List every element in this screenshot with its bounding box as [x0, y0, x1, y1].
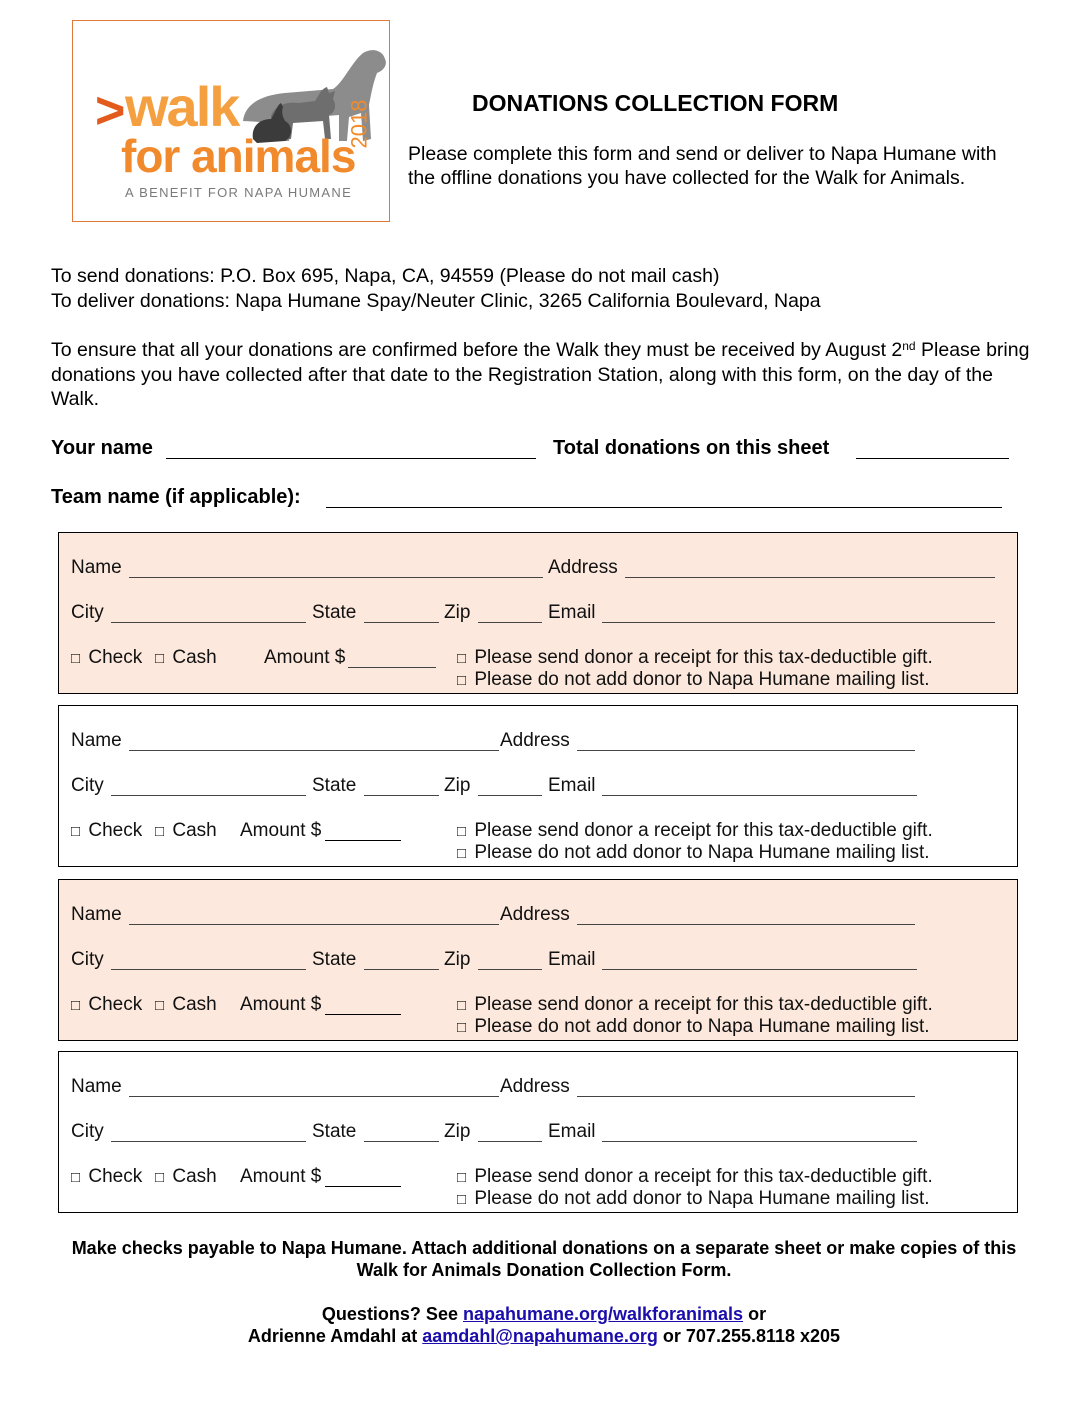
checkbox-icon[interactable]: □: [457, 650, 467, 667]
zip-label: Zip: [444, 949, 471, 970]
payable-note: [0, 1237, 1088, 1281]
city-label: City: [71, 1121, 104, 1142]
receipt-option[interactable]: [457, 1166, 933, 1188]
donor-email-field[interactable]: [602, 622, 995, 623]
donor-name-field[interactable]: [129, 577, 543, 578]
address-label: Address: [548, 557, 618, 578]
mailing-label: Please do not add donor to Napa Humane mailing list.: [474, 669, 930, 690]
logo-benefit-text: A BENEFIT FOR NAPA HUMANE: [125, 185, 353, 200]
checkbox-icon[interactable]: □: [155, 650, 165, 667]
check-option[interactable]: [71, 1166, 142, 1188]
zip-label: Zip: [444, 775, 471, 796]
cash-option[interactable]: [155, 994, 217, 1016]
checkbox-icon[interactable]: □: [71, 1169, 81, 1186]
donor-state-field[interactable]: [364, 622, 439, 623]
name-label: Name: [71, 904, 122, 925]
email-label: Email: [548, 602, 596, 623]
donor-city-field[interactable]: [111, 795, 306, 796]
deadline-text-2: Please bring donations you have collected after that date to the Registration Station, along with this form, on the day of the Walk.: [51, 339, 1030, 410]
address-label: Address: [500, 904, 570, 925]
checkbox-icon[interactable]: □: [71, 650, 81, 667]
logo-year: 2018: [346, 99, 372, 149]
city-label: City: [71, 775, 104, 796]
state-label: State: [312, 602, 357, 623]
receipt-option[interactable]: [457, 820, 933, 842]
your-name-field[interactable]: [166, 458, 536, 459]
cash-label: Cash: [172, 820, 217, 841]
zip-label: Zip: [444, 602, 471, 623]
deadline-text: To ensure that all your donations are confirmed before the Walk they must be received by August 2: [51, 339, 903, 361]
mailing-label: Please do not add donor to Napa Humane mailing list.: [474, 842, 930, 863]
donor-city-field[interactable]: [111, 1141, 306, 1142]
amount-label: Amount $: [240, 820, 322, 841]
email-label: Email: [548, 1121, 596, 1142]
send-donations-line: To send donations: P.O. Box 695, Napa, CA, 94559 (Please do not mail cash): [51, 265, 720, 287]
donor-state-field[interactable]: [364, 969, 439, 970]
amount-label: Amount $: [240, 994, 322, 1015]
donor-email-field[interactable]: [602, 795, 917, 796]
your-name-label: Your name: [51, 437, 153, 459]
intro-text: Please complete this form and send or deliver to Napa Humane with the offline donations you have collected for the Walk for Animals.: [408, 143, 997, 189]
donor-address-field[interactable]: [577, 1096, 915, 1097]
receipt-label: Please send donor a receipt for this tax-deductible gift.: [474, 820, 933, 841]
check-label: Check: [88, 994, 143, 1015]
receipt-label: Please send donor a receipt for this tax-deductible gift.: [474, 994, 933, 1015]
mailing-label: Please do not add donor to Napa Humane mailing list.: [474, 1188, 930, 1209]
donor-email-field[interactable]: [602, 969, 917, 970]
walk-for-animals-link[interactable]: napahumane.org/walkforanimals: [462, 1304, 744, 1324]
receipt-option[interactable]: [457, 647, 933, 669]
phone-text: or 707.255.8118 x205: [662, 1326, 841, 1346]
checkbox-icon[interactable]: □: [457, 1191, 467, 1208]
state-label: State: [312, 1121, 357, 1142]
email-label: Email: [548, 949, 596, 970]
deliver-donations-line: To deliver donations: Napa Humane Spay/Neuter Clinic, 3265 California Boulevard, Napa: [51, 290, 821, 312]
donor-entry-4: [58, 1051, 1018, 1213]
donor-zip-field[interactable]: [478, 622, 542, 623]
questions-line: [0, 1303, 1088, 1325]
mailing-option[interactable]: [457, 669, 930, 691]
logo-chevron: >: [95, 82, 126, 140]
form-title: DONATIONS COLLECTION FORM: [472, 90, 839, 116]
check-label: Check: [88, 820, 143, 841]
walk-for-animals-logo: [72, 20, 390, 222]
mailing-label: Please do not add donor to Napa Humane mailing list.: [474, 1016, 930, 1037]
donor-address-field[interactable]: [577, 924, 915, 925]
check-label: Check: [88, 1166, 143, 1187]
donor-address-field[interactable]: [625, 577, 995, 578]
contact-label: Adrienne Amdahl at: [247, 1326, 418, 1346]
contact-block: [0, 1303, 1088, 1347]
donor-name-field[interactable]: [129, 924, 499, 925]
checkbox-icon[interactable]: □: [71, 997, 81, 1014]
name-label: Name: [71, 557, 122, 578]
check-option[interactable]: [71, 820, 142, 842]
cash-option[interactable]: [155, 820, 217, 842]
name-label: Name: [71, 1076, 122, 1097]
donor-amount-field[interactable]: [348, 667, 436, 668]
cash-option[interactable]: [155, 1166, 217, 1188]
cash-label: Cash: [172, 994, 217, 1015]
donor-email-field[interactable]: [602, 1141, 917, 1142]
total-donations-field[interactable]: [856, 458, 1009, 459]
amount-label: Amount $: [240, 1166, 322, 1187]
checkbox-icon[interactable]: □: [457, 997, 467, 1014]
team-name-field[interactable]: [326, 507, 1002, 508]
donor-city-field[interactable]: [111, 969, 306, 970]
donor-state-field[interactable]: [364, 795, 439, 796]
team-name-label: Team name (if applicable):: [51, 486, 301, 508]
deadline-ordinal: nd: [902, 339, 916, 353]
state-label: State: [312, 775, 357, 796]
checkbox-icon[interactable]: □: [457, 672, 467, 689]
donor-name-field[interactable]: [129, 1096, 499, 1097]
deadline-paragraph: [51, 338, 1041, 412]
questions-label: Questions? See: [321, 1304, 458, 1324]
contact-line: [0, 1325, 1088, 1347]
donor-amount-field[interactable]: [325, 1186, 401, 1187]
mailing-option[interactable]: [457, 1188, 930, 1210]
donor-entry-3: [58, 879, 1018, 1041]
donor-zip-field[interactable]: [478, 795, 542, 796]
city-label: City: [71, 602, 104, 623]
checkbox-icon[interactable]: □: [457, 823, 467, 840]
checkbox-icon[interactable]: □: [457, 1019, 467, 1036]
cash-option[interactable]: [155, 647, 217, 669]
donor-zip-field[interactable]: [478, 1141, 542, 1142]
name-label: Name: [71, 730, 122, 751]
donor-address-field[interactable]: [577, 750, 915, 751]
or-text: or: [748, 1304, 767, 1324]
checkbox-icon[interactable]: □: [155, 823, 165, 840]
check-label: Check: [88, 647, 143, 668]
checkbox-icon[interactable]: □: [457, 1169, 467, 1186]
mailing-option[interactable]: [457, 1016, 930, 1038]
city-label: City: [71, 949, 104, 970]
donor-entry-1: [58, 532, 1018, 694]
address-label: Address: [500, 730, 570, 751]
contact-email-link[interactable]: aamdahl@napahumane.org: [422, 1326, 658, 1346]
payable-text: Make checks payable to Napa Humane. Attach additional donations on a separate sheet or make copies of this Walk for Animals Donation Collection Form.: [71, 1238, 1017, 1280]
receipt-label: Please send donor a receipt for this tax-deductible gift.: [474, 647, 933, 668]
state-label: State: [312, 949, 357, 970]
email-label: Email: [548, 775, 596, 796]
check-option[interactable]: [71, 994, 142, 1016]
receipt-label: Please send donor a receipt for this tax-deductible gift.: [474, 1166, 933, 1187]
cash-label: Cash: [172, 1166, 217, 1187]
total-donations-label: Total donations on this sheet: [553, 437, 830, 459]
receipt-option[interactable]: [457, 994, 933, 1016]
zip-label: Zip: [444, 1121, 471, 1142]
check-option[interactable]: [71, 647, 142, 669]
checkbox-icon[interactable]: □: [155, 997, 165, 1014]
donor-amount-field[interactable]: [325, 1014, 401, 1015]
mailing-option[interactable]: [457, 842, 930, 864]
donor-state-field[interactable]: [364, 1141, 439, 1142]
checkbox-icon[interactable]: □: [457, 845, 467, 862]
logo-for-animals-text: for animals: [121, 130, 356, 182]
address-label: Address: [500, 1076, 570, 1097]
cash-label: Cash: [172, 647, 217, 668]
checkbox-icon[interactable]: □: [71, 823, 81, 840]
donor-name-field[interactable]: [129, 750, 499, 751]
donor-amount-field[interactable]: [325, 840, 401, 841]
amount-label: Amount $: [264, 647, 346, 668]
logo-walk-text: walk: [125, 75, 239, 138]
donor-entry-2: [58, 705, 1018, 867]
donor-city-field[interactable]: [111, 622, 306, 623]
donor-zip-field[interactable]: [478, 969, 542, 970]
checkbox-icon[interactable]: □: [155, 1169, 165, 1186]
